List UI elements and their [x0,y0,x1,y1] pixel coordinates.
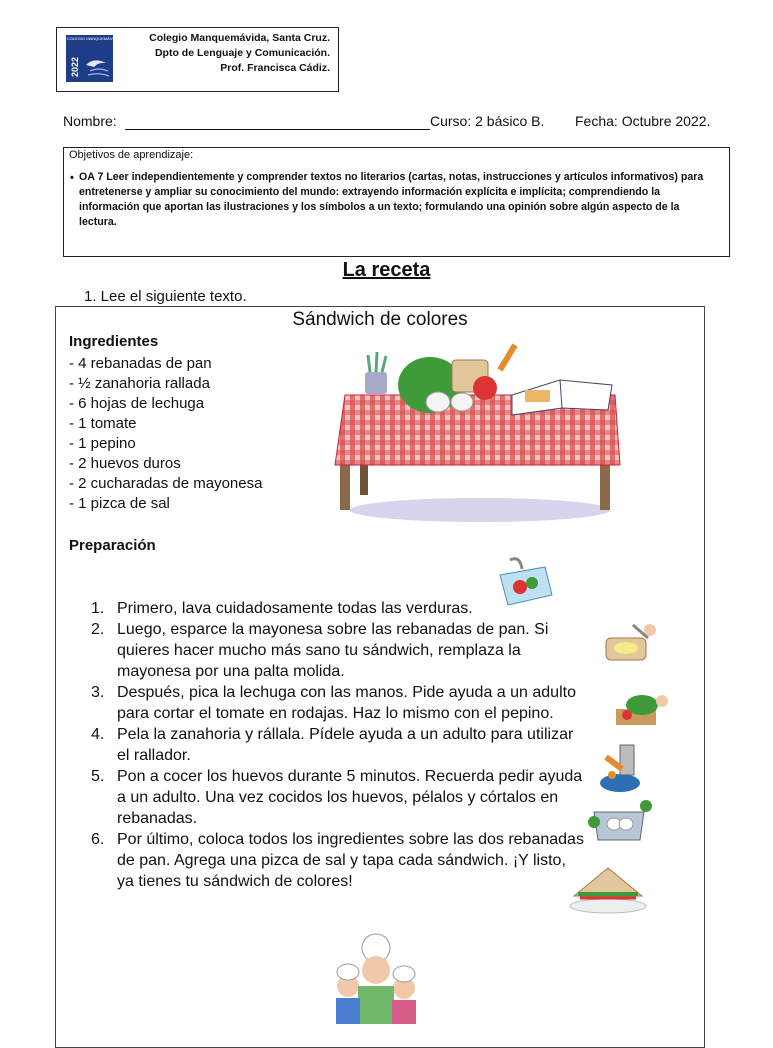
ingredient-item: - 1 tomate [69,415,137,432]
department-name: Dpto de Lenguaje y Comunicación. [154,47,330,59]
ingredients-list [69,354,262,514]
course-label: Curso: 2 básico B. [430,113,545,129]
washing-vegetables-image [490,555,562,611]
objective-bullet: • [70,172,74,184]
step-number: 2. [91,621,105,638]
school-info [118,31,330,76]
school-logo [66,35,120,82]
chopping-lettuce-image [612,683,670,731]
teacher-name: Prof. Francisca Cádiz. [220,62,330,74]
finished-sandwich-image [566,860,650,914]
preparation-steps [91,598,586,892]
logo-year-text: 2022 [70,56,80,77]
step-item [91,724,586,766]
step-text: Pela la zanahoria y rállala. Pídele ayuda a un adulto para utilizar el rallador. [117,726,574,764]
date-label: Fecha: Octubre 2022. [575,113,711,129]
school-name: Colegio Manquemávida, Santa Cruz. [149,32,330,44]
step-number: 1. [91,600,105,617]
recipe-title: Sándwich de colores [292,309,468,330]
ingredient-item: - 4 rebanadas de pan [69,355,212,372]
ingredients-heading: Ingredientes [69,333,159,350]
spreading-mayonnaise-image [598,620,658,665]
step-number: 5. [91,768,105,785]
student-info-row [63,113,733,133]
name-label: Nombre: [63,113,117,129]
grating-carrot-image [592,737,654,795]
instruction-text: 1. Lee el siguiente texto. [84,288,247,305]
step-text: Después, pica la lechuga con las manos. Pide ayuda a un adulto para cortar el tomate en rodajas. Haz lo mismo con el pepino. [117,684,576,722]
boiling-eggs-image [588,798,658,846]
ingredient-item: - 6 hojas de lechuga [69,395,205,412]
step-number: 6. [91,831,105,848]
step-item [91,619,586,682]
ingredient-item: - 2 huevos duros [69,455,181,472]
cooking-family-image [326,928,426,1024]
step-text: Luego, esparce la mayonesa sobre las rebanadas de pan. Si quieres hacer mucho más sano tu sándwich, remplaza la mayonesa por una palta molida. [117,621,549,680]
page-title: La receta [342,259,431,281]
step-item [91,682,586,724]
step-item [91,829,586,892]
step-item [91,766,586,829]
ingredient-item: - ½ zanahoria rallada [69,375,210,392]
step-text: Pon a cocer los huevos durante 5 minutos. Recuerda pedir ayuda a un adulto. Una vez cocidos los huevos, pélalos y córtalos en rebanadas. [117,768,583,827]
objectives-title: Objetivos de aprendizaje: [69,149,194,161]
step-text: Por último, coloca todos los ingredientes sobre las dos rebanadas de pan. Agrega una pizca de sal y tapa cada sándwich. ¡Y listo, ya tienes tu sándwich de colores! [117,831,584,890]
logo-banner-text: COLEGIO MANQUEMÁVIDA [66,36,120,41]
ingredient-item: - 2 cucharadas de mayonesa [69,475,263,492]
ingredient-item: - 1 pepino [69,435,136,452]
ingredient-item: - 1 pizca de sal [69,495,170,512]
step-number: 4. [91,726,105,743]
table-illustration [330,340,630,525]
preparation-heading: Preparación [69,537,156,554]
name-blank-line[interactable] [125,129,430,130]
step-number: 3. [91,684,105,701]
objective-text: OA 7 Leer independientemente y comprender textos no literarios (cartas, notas, instrucciones y artículos informativos) para entretenerse y ampliar su conocimiento del mundo: extrayendo información explícita e implícita; comprendiendo la información que aportan las ilustraciones y los símbolos a un texto; formulando una opinión sobre algún aspecto de la lectura. [79,171,704,228]
step-text: Primero, lava cuidadosamente todas las verduras. [117,600,473,617]
